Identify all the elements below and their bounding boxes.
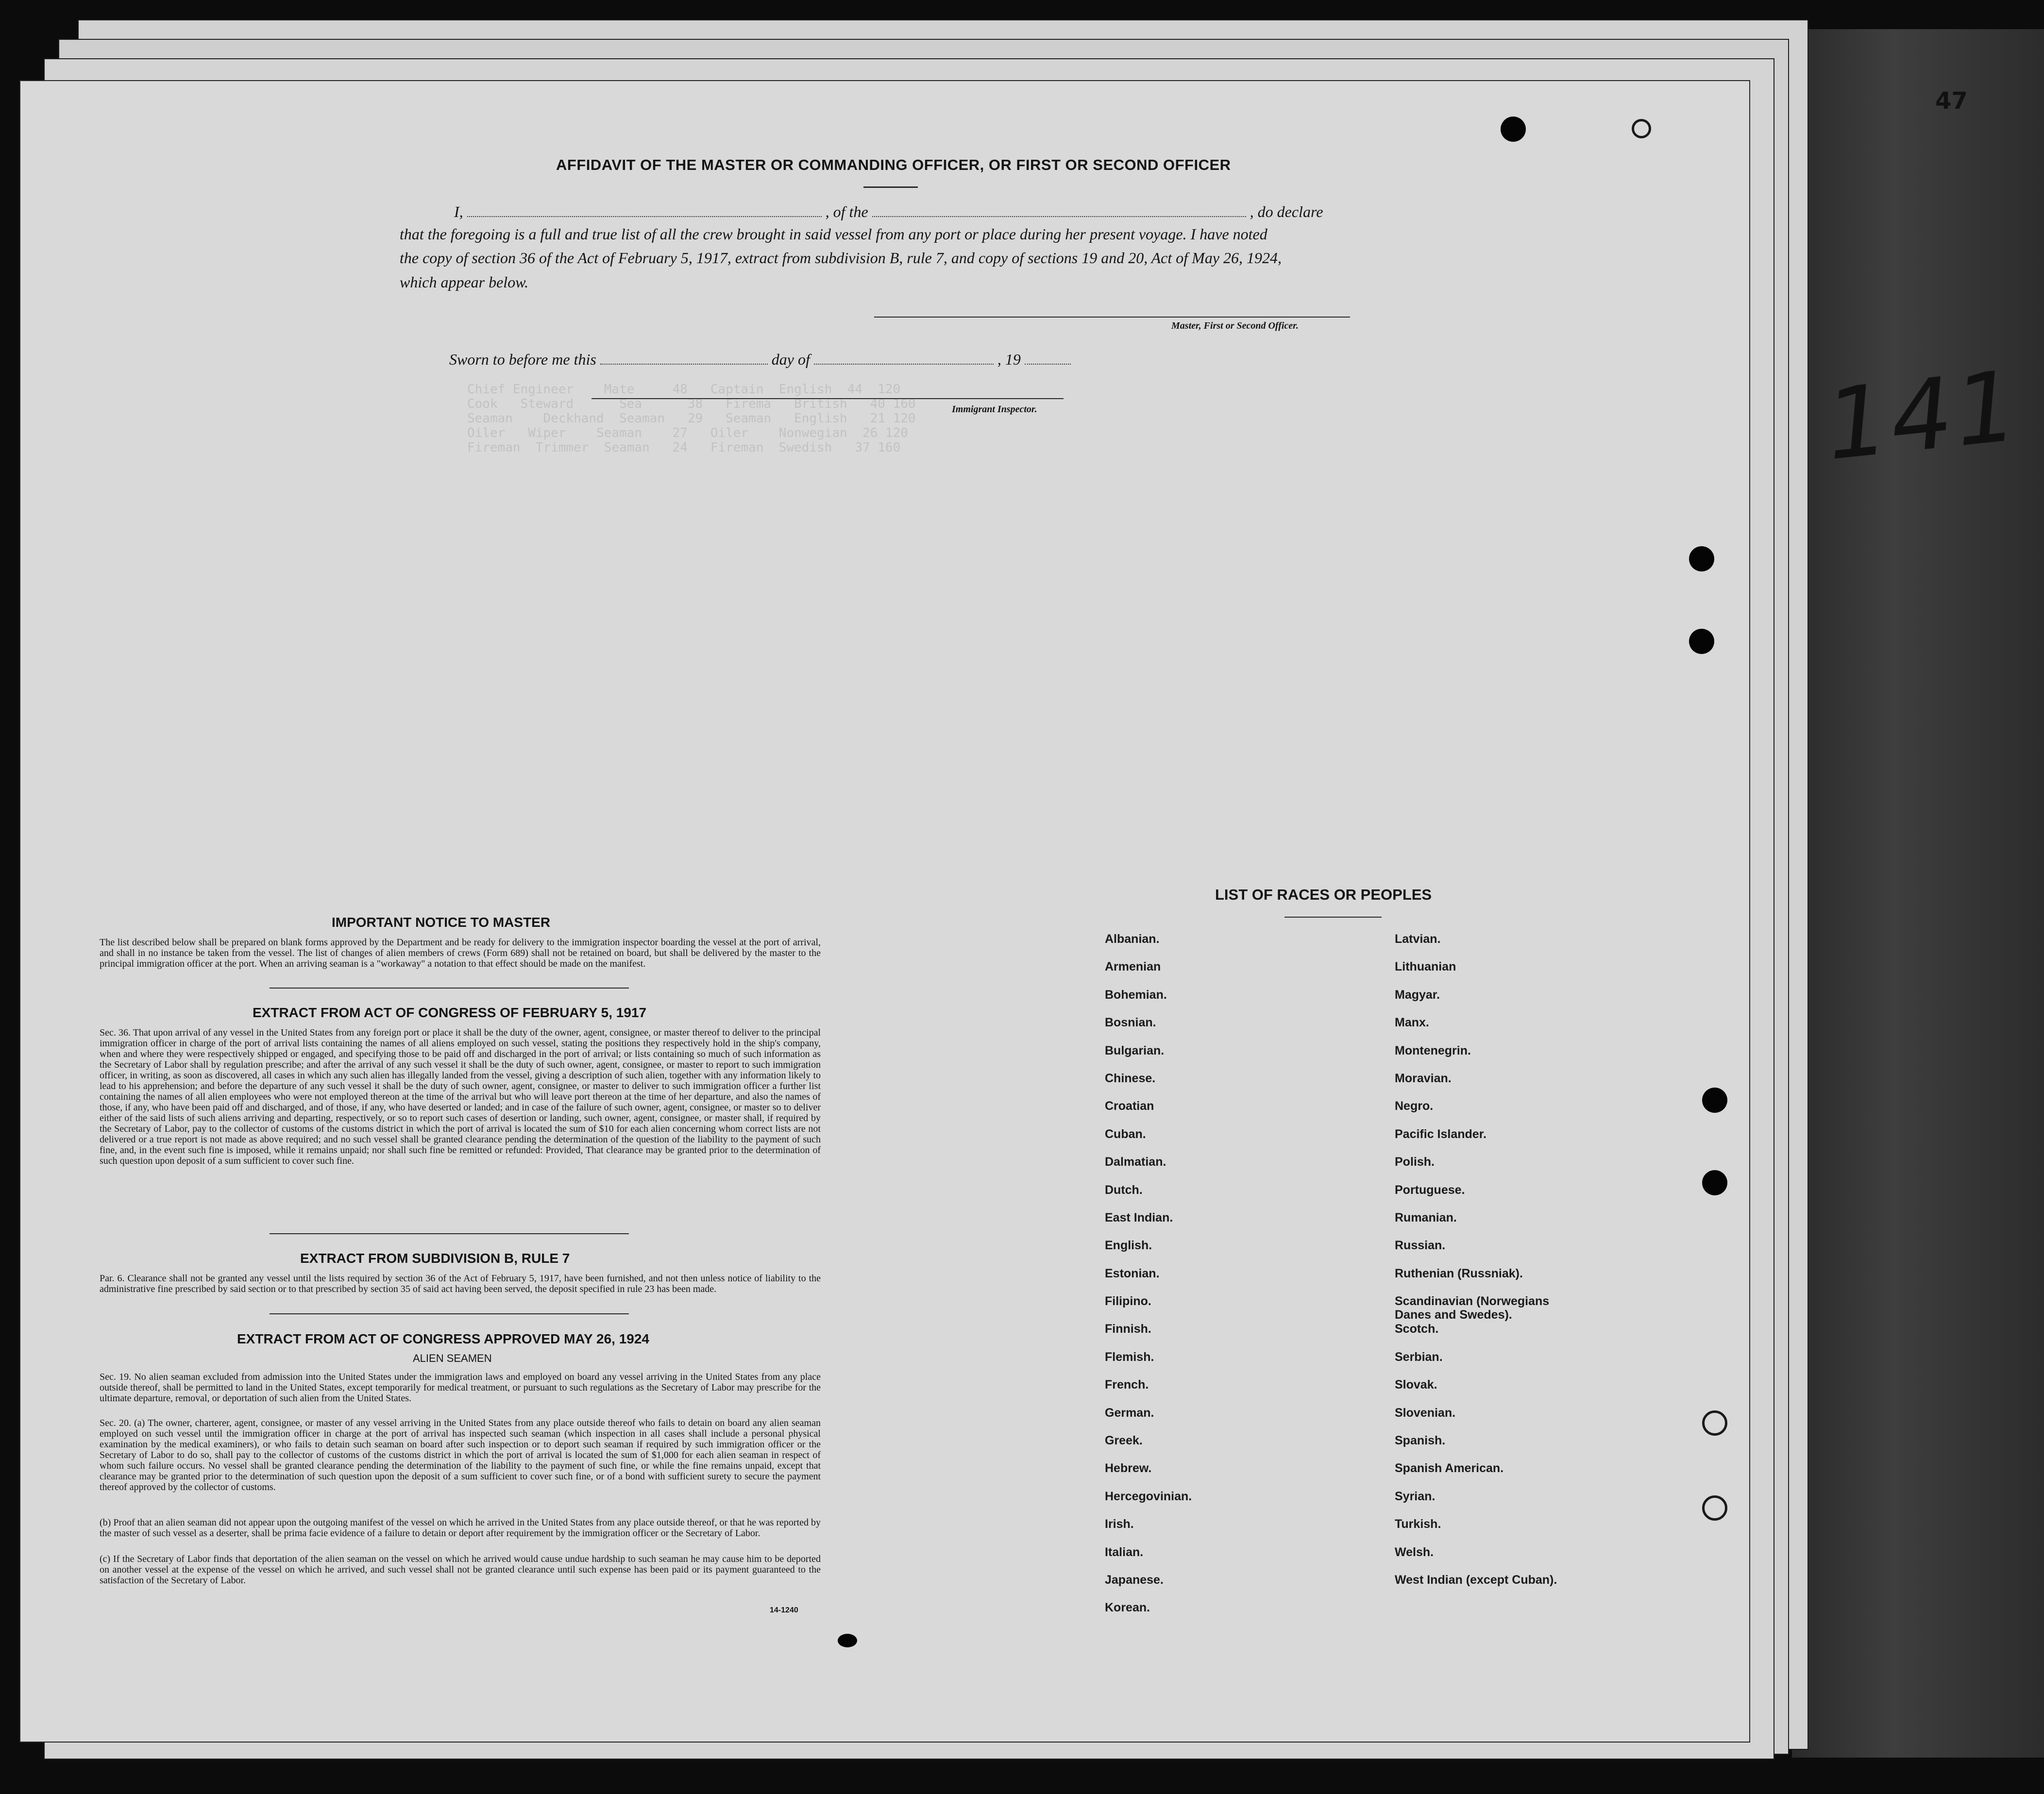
punch-hole: [1501, 117, 1526, 142]
race-item: Irish.: [1105, 1517, 1134, 1531]
race-item: Polish.: [1395, 1155, 1435, 1169]
punch-hole: [1702, 1170, 1727, 1195]
race-item: Korean.: [1105, 1601, 1150, 1615]
race-item: Bulgarian.: [1105, 1043, 1165, 1057]
race-item: Japanese.: [1105, 1573, 1164, 1587]
race-item: Greek.: [1105, 1434, 1143, 1448]
races-left-column: [1105, 932, 1192, 1629]
race-item: Moravian.: [1395, 1071, 1452, 1085]
alien-seamen-subtitle: ALIEN SEAMEN: [413, 1352, 492, 1364]
race-item: Spanish.: [1395, 1434, 1446, 1448]
race-item: Chinese.: [1105, 1071, 1156, 1085]
race-item: Slovenian.: [1395, 1406, 1456, 1420]
vessel-blank: [872, 203, 1246, 217]
race-item: Montenegrin.: [1395, 1043, 1471, 1057]
race-item: East Indian.: [1105, 1210, 1173, 1224]
race-item: Filipino.: [1105, 1294, 1151, 1308]
race-item: Finnish.: [1105, 1322, 1151, 1336]
divider: [270, 988, 629, 989]
race-item: Dalmatian.: [1105, 1155, 1166, 1169]
bleed-through-text: Chief Engineer Mate 48 Captain English 44 120 Cook Steward Sea 38 Firema British 40 160 Seaman Deckhand Seaman 29 Seaman English 21 120 Oiler Wiper Seaman 27 Oiler Nonwegian 26 120 Fireman Trimmer Seaman 24 Fireman Swedish 37 160: [467, 382, 916, 455]
race-item: Russian.: [1395, 1239, 1446, 1253]
handwritten-number: 141: [1820, 349, 2026, 483]
race-item: Bosnian.: [1105, 1016, 1156, 1030]
race-item: Welsh.: [1395, 1545, 1434, 1559]
race-item: Scotch.: [1395, 1322, 1439, 1336]
race-item: Pacific Islander.: [1395, 1127, 1487, 1141]
race-item: Latvian.: [1395, 932, 1441, 946]
affidavit-title: AFFIDAVIT OF THE MASTER OR COMMANDING OFFICER, OR FIRST OR SECOND OFFICER: [556, 156, 1231, 173]
races-right-column: [1395, 932, 1557, 1601]
extract2-title: EXTRACT FROM SUBDIVISION B, RULE 7: [300, 1251, 570, 1266]
race-item: Hercegovinian.: [1105, 1489, 1192, 1503]
race-item: Armenian: [1105, 960, 1161, 974]
year-label: , 19: [997, 351, 1021, 368]
signature-label: Master, First or Second Officer.: [1171, 320, 1299, 331]
race-item: Negro.: [1395, 1099, 1434, 1113]
race-item: German.: [1105, 1406, 1154, 1420]
affidavit-line-1: [454, 203, 1323, 221]
race-item: Portuguese.: [1395, 1183, 1465, 1197]
race-item: French.: [1105, 1378, 1149, 1392]
race-item: Manx.: [1395, 1016, 1429, 1030]
divider: [1284, 917, 1382, 918]
divider: [863, 186, 918, 188]
name-blank: [467, 203, 822, 217]
sec20c-text: (c) If the Secretary of Labor finds that deportation of the alien seaman on the vessel on which he arrived would cause undue hardship to such seaman he may cause him to be deported on another vessel at the expense of the vessel on which he arrived, and such vessel shall not be granted clearance until such expense has been paid or its payment guaranteed to the satisfaction of the Secretary of Labor.: [100, 1554, 821, 1586]
race-item: English.: [1105, 1239, 1152, 1253]
race-item: Italian.: [1105, 1545, 1144, 1559]
affidavit-line-2: that the foregoing is a full and true list of all the crew brought in said vessel from any port or place during her present voyage. I have noted: [400, 225, 1267, 243]
race-item: Lithuanian: [1395, 960, 1456, 974]
race-item: Scandinavian (Norwegians Danes and Swedes).: [1395, 1294, 1550, 1322]
punch-hole: [1702, 1088, 1727, 1113]
day-blank: [600, 351, 768, 365]
extract2-text: Par. 6. Clearance shall not be granted any vessel until the lists required by section 36 of the Act of February 5, 1917, have been furnished, and not then unless notice of liability to the administrative fine prescribed by said section or to that prescribed by section 35 of said act having been served, the deposit specified in rule 23 has been made.: [100, 1273, 821, 1294]
race-item: Estonian.: [1105, 1266, 1160, 1280]
inspector-signature-line: [591, 398, 1064, 399]
page-number: 47: [1935, 87, 1968, 115]
race-item: Hebrew.: [1105, 1461, 1152, 1475]
extract1-text: Sec. 36. That upon arrival of any vessel in the United States from any foreign port or place it shall be the duty of the owner, agent, consignee, or master thereof to deliver to the principal immigration officer in charge of the port of arrival lists containing the names of all aliens employed on such vessel, stating the positions they respectively hold in the ship's company, when and where they were respectively shipped or engaged, and specifying those to be paid off and discharged in the port of arrival; or lists containing so much of such information as the Secretary of Labor shall by regulation prescribe; and after the arrival of any such vessel it shall be the duty of such owner, agent, consignee, or master to report to such immigration officer, in writing, as soon as discovered, all cases in which any such alien has illegally landed from the vessel, giving a description of such alien, together with any information likely to lead to his apprehension; and before the departure of any such vessel it shall be the duty of such owner, agent, consignee, or master to deliver to such immigration officer a further list containing the names of all alien employees who were not employed thereon at the time of the arrival but who will leave port thereon at the time of her departure, and also the names of those, if any, who have been paid off and discharged, and of those, if any, who have deserted or landed; and in case of the failure of such owner, agent, consignee, or master so to deliver either of the said lists of such aliens arriving and departing, respectively, or so to report such cases of desertion or landing, such owner, agent, consignee, or master shall, if required by the Secretary of Labor, pay to the collector of customs of the customs district in which the port of arrival is located the sum of $10 for each alien concerning whom correct lists are not delivered or a true report is not made as above required; and no such vessel shall be granted clearance pending the determination of the question of the liability to the payment of such fine, and, in the event such fine is imposed, while it remains unpaid; nor shall such fine be remitted or refunded: Provided, That clearance may be granted prior to the determination of such question upon deposit of a sum sufficient to cover such fine.: [100, 1027, 821, 1166]
race-item: Albanian.: [1105, 932, 1160, 946]
affidavit-of-the-label: , of the: [825, 203, 868, 220]
affidavit-line-4: which appear below.: [400, 273, 529, 291]
inspector-label: Immigrant Inspector.: [952, 404, 1037, 415]
punch-hole: [1632, 119, 1651, 138]
extract1-title: EXTRACT FROM ACT OF CONGRESS OF FEBRUARY 5, 1917: [253, 1005, 647, 1020]
extract3-title: EXTRACT FROM ACT OF CONGRESS APPROVED MAY 26, 1924: [237, 1331, 649, 1346]
notice-title: IMPORTANT NOTICE TO MASTER: [332, 915, 551, 930]
background-folder-edge: [1792, 29, 2044, 1758]
year-blank: [1025, 351, 1071, 365]
sec19-text: Sec. 19. No alien seaman excluded from admission into the United States under the immigration laws and employed on board any vessel arriving in the United States from any place outside thereof, shall be permitted to land in the United States, except temporarily for medical treatment, or pursuant to such regulations as the Secretary of Labor may prescribe for the ultimate departure, removal, or deportation of such alien from the United States.: [100, 1372, 821, 1404]
race-item: Cuban.: [1105, 1127, 1146, 1141]
race-item: Bohemian.: [1105, 988, 1167, 1002]
signature-line: [874, 317, 1350, 318]
race-item: Croatian: [1105, 1099, 1154, 1113]
race-item: Magyar.: [1395, 988, 1440, 1002]
race-item: Dutch.: [1105, 1183, 1143, 1197]
race-item: Syrian.: [1395, 1489, 1436, 1503]
sec20b-text: (b) Proof that an alien seaman did not appear upon the outgoing manifest of the vessel on which he arrived in the United States from any place outside thereof, or that he was reported by the master of such vessel as a deserter, shall be prima facie evidence of a failure to detain or deport after requirement by the immigration officer or the Secretary of Labor.: [100, 1517, 821, 1539]
divider: [270, 1233, 629, 1234]
notice-text: The list described below shall be prepared on blank forms approved by the Department and be ready for delivery to the immigration inspector boarding the vessel at the port of arrival, and shall in no instance be taken from the vessel. The list of changes of alien members of crews (Form 689) shall not be retained on board, but shall be delivered by the master to the principal immigration officer at the port. When an arriving seaman is a "workaway" a notation to that effect should be made on the manifest.: [100, 937, 821, 969]
day-of-label: day of: [771, 351, 810, 368]
race-item: Ruthenian (Russniak).: [1395, 1266, 1523, 1280]
race-item: Turkish.: [1395, 1517, 1441, 1531]
race-item: Slovak.: [1395, 1378, 1437, 1392]
affidavit-declare-label: , do declare: [1250, 203, 1323, 220]
month-blank: [814, 351, 994, 365]
affidavit-i-label: I,: [454, 203, 463, 220]
punch-hole: [1689, 629, 1714, 654]
sec20a-text: Sec. 20. (a) The owner, charterer, agent, consignee, or master of any vessel arriving in the United States from any place outside thereof who fails to detain on board any alien seaman employed on such vessel until the immigration officer in charge at the port of arrival has inspected such seaman (which inspection in all cases shall include a personal physical examination by the medical examiners), or who fails to detain such seaman on board after such inspection or to deport such seaman if required by such immigration officer or the Secretary of Labor to do so, shall pay to the collector of customs of the customs district in which the port of arrival is located the sum of $1,000 for each alien seaman in respect of whom such failure occurs. No vessel shall be granted clearance pending the determination of the liability to the payment of such fine, or while the fine remains unpaid, except that clearance may be granted prior to the determination of such question upon the deposit of a sum sufficient to cover such fine, or of a bond with sufficient surety to secure the payment thereof approved by the collector of customs.: [100, 1418, 821, 1492]
affidavit-line-3: the copy of section 36 of the Act of February 5, 1917, extract from subdivision B, rule 7, and copy of sections 19 and 20, Act of May 26, 1924,: [400, 249, 1282, 267]
race-item: West Indian (except Cuban).: [1395, 1573, 1557, 1587]
form-number: 14-1240: [770, 1606, 798, 1614]
ink-blot: [838, 1634, 857, 1647]
race-item: Rumanian.: [1395, 1210, 1457, 1224]
sworn-line: [449, 351, 1071, 369]
race-item: Flemish.: [1105, 1350, 1154, 1364]
punch-hole: [1702, 1410, 1727, 1436]
race-item: Spanish American.: [1395, 1461, 1504, 1475]
races-title: LIST OF RACES OR PEOPLES: [1215, 886, 1432, 903]
punch-hole: [1689, 546, 1714, 571]
race-item: Serbian.: [1395, 1350, 1443, 1364]
divider: [270, 1313, 629, 1314]
sworn-label: Sworn to before me this: [449, 351, 596, 368]
punch-hole: [1702, 1495, 1727, 1521]
